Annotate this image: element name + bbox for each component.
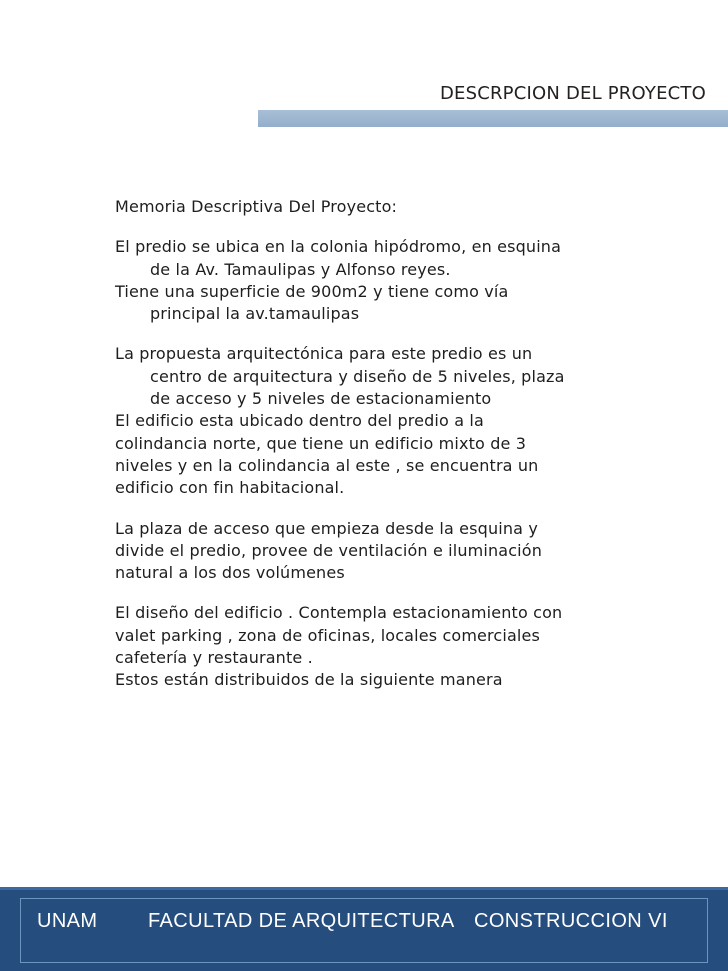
text-line: El diseño del edificio . Contempla estacionamiento con xyxy=(115,603,563,623)
text-line: centro de arquitectura y diseño de 5 niveles, plaza xyxy=(150,366,565,386)
text-line: El predio se ubica en la colonia hipódromo, en esquina xyxy=(115,237,562,257)
paragraph-plaza xyxy=(115,518,655,585)
footer-bar xyxy=(0,887,728,971)
paragraph-design xyxy=(115,602,655,691)
paragraph-gap xyxy=(115,218,655,236)
paragraph-proposal xyxy=(115,343,655,499)
paragraph-gap xyxy=(115,325,655,343)
body-heading: Memoria Descriptiva Del Proyecto: xyxy=(115,197,398,216)
title-accent-bar xyxy=(258,110,728,127)
text-line: niveles y en la colindancia al este , se encuentra un xyxy=(115,455,539,475)
footer-faculty: FACULTAD DE ARQUITECTURA xyxy=(148,910,455,932)
text-line: natural a los dos volúmenes xyxy=(115,563,345,583)
text-line: El edificio esta ubicado dentro del predio a la xyxy=(115,411,484,431)
text-line: cafetería y restaurante . xyxy=(115,648,313,668)
text-line: de acceso y 5 niveles de estacionamiento xyxy=(150,389,492,409)
text-line: Estos están distribuidos de la siguiente manera xyxy=(115,670,503,690)
text-line: La plaza de acceso que empieza desde la esquina y xyxy=(115,518,538,538)
text-line: Tiene una superficie de 900m2 y tiene como vía xyxy=(115,281,509,301)
text-line: de la Av. Tamaulipas y Alfonso reyes. xyxy=(150,259,451,279)
paragraph-gap xyxy=(115,584,655,602)
text-line: principal la av.tamaulipas xyxy=(150,304,360,324)
description-body xyxy=(115,196,655,692)
slide-title: DESCRPCION DEL PROYECTO xyxy=(439,83,706,104)
paragraph-location xyxy=(115,236,655,325)
text-line: edificio con fin habitacional. xyxy=(115,478,345,498)
text-line: La propuesta arquitectónica para este predio es un xyxy=(115,344,533,364)
text-line: divide el predio, provee de ventilación e iluminación xyxy=(115,540,543,560)
footer-course: CONSTRUCCION VI xyxy=(474,910,668,932)
text-line: valet parking , zona de oficinas, locales comerciales xyxy=(115,625,541,645)
paragraph-gap xyxy=(115,500,655,518)
footer-institution: UNAM xyxy=(37,910,98,932)
text-line: colindancia norte, que tiene un edificio mixto de 3 xyxy=(115,433,527,453)
